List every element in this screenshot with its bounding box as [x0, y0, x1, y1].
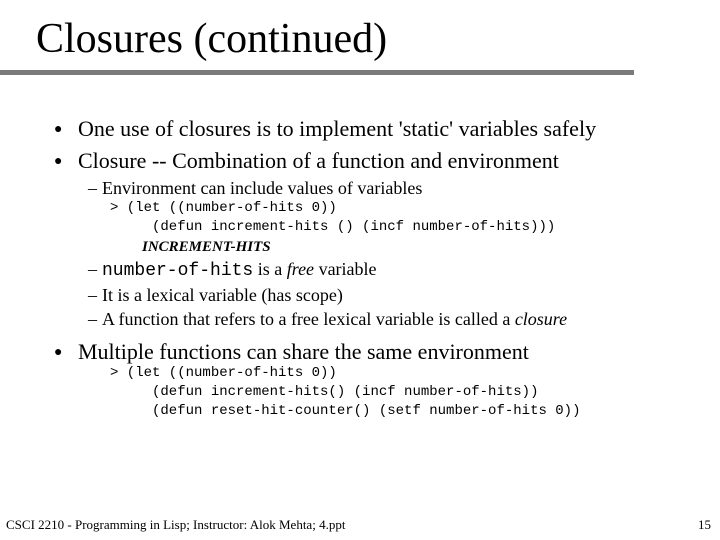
dash-icon: – — [88, 309, 97, 329]
free-italic: free — [286, 259, 315, 279]
sub-bullet-4 — [88, 308, 567, 330]
code-line-1: > (let ((number-of-hits 0)) — [110, 200, 337, 216]
dash-icon: – — [88, 178, 97, 198]
dash-icon: – — [88, 259, 97, 279]
code-line-5: (defun reset-hit-counter() (setf number-of-hits 0)) — [110, 403, 581, 419]
bullet-dot-icon: ● — [54, 122, 63, 137]
code-line-3: > (let ((number-of-hits 0)) — [110, 365, 337, 381]
slide-title: Closures (continued) — [36, 16, 388, 62]
bullet-2: Closure -- Combination of a function and environment — [78, 148, 559, 173]
code-line-2: (defun increment-hits () (incf number-of-hits))) — [110, 219, 556, 235]
bullet-dot-icon: ● — [54, 154, 63, 169]
title-underline — [0, 70, 634, 75]
sub-bullet-2-text-b: variable — [314, 259, 377, 279]
bullet-dot-icon: ● — [54, 345, 63, 360]
sub-bullet-2-text-a: is a — [253, 259, 287, 279]
sub-bullet-3-text: It is a lexical variable (has scope) — [102, 285, 343, 305]
sub-bullet-4-text: A function that refers to a free lexical variable is called a — [102, 309, 515, 329]
sub-bullet-1-text: Environment can include values of variables — [102, 178, 423, 198]
bullet-3: Multiple functions can share the same environment — [78, 339, 529, 364]
dash-icon: – — [88, 285, 97, 305]
bullet-1: One use of closures is to implement 'static' variables safely — [78, 116, 597, 141]
sub-bullet-2 — [88, 258, 377, 282]
free-variable-code: number-of-hits — [102, 261, 254, 281]
code-result: INCREMENT-HITS — [142, 239, 271, 255]
sub-bullet-1 — [88, 177, 422, 199]
footer-course-info: CSCI 2210 - Programming in Lisp; Instructor: Alok Mehta; 4.ppt — [6, 517, 346, 532]
code-line-4: (defun increment-hits() (incf number-of-hits)) — [110, 384, 539, 400]
sub-bullet-3 — [88, 284, 343, 306]
closure-italic: closure — [514, 309, 568, 329]
slide-number: 15 — [698, 517, 711, 532]
